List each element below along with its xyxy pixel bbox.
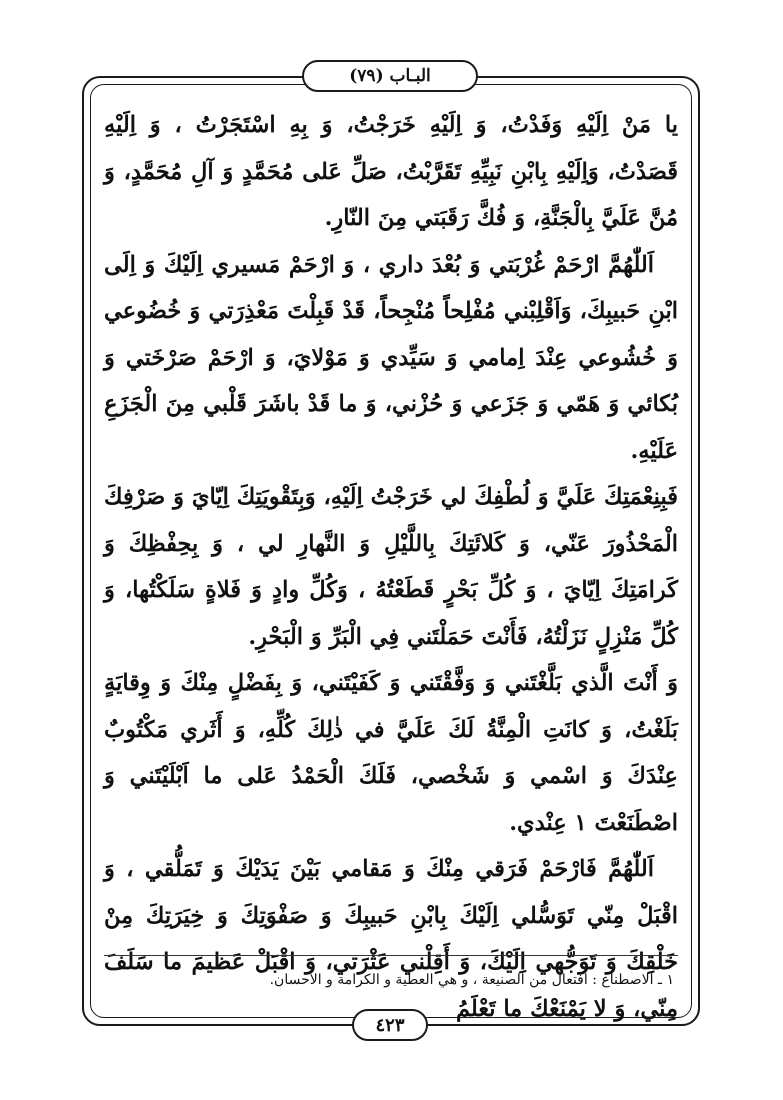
paragraph-4: وَ أَنْتَ الَّذي بَلَّغْتَني وَ وَفَّقْتَني وَ كَفَيْتَني، وَ بِفَضْلٍ مِنْكَ وَ وِقايَةٍ بَلَغْتُ، وَ كانَتِ الْمِنَّةُ لَكَ عَلَيَّ في ذٰلِكَ كُلِّهِ، وَ أَثَري مَكْتُوبٌ عِنْدَكَ وَ اسْمي وَ شَخْصي، فَلَكَ الْحَمْدُ عَلى ما اَبْلَيْتَني وَ اصْطَنَعْتَ ١ عِنْدي. xyxy=(104,670,678,836)
page-number-badge xyxy=(352,1009,428,1041)
footnote: ١ ـ الاصطناع : افتعال من الصنيعة ، و هي العطية و الكرامة و الاحسان. xyxy=(269,972,674,988)
prayer-text xyxy=(104,102,678,1032)
paragraph-2: اَللّٰهُمَّ ارْحَمْ غُرْبَتي وَ بُعْدَ داري ، وَ ارْحَمْ مَسيري اِلَيْكَ وَ اِلَى ابْنِ حَبيبِكَ، وَاَقْلِبْني مُفْلِحاً مُنْجِحاً، قَدْ قَبِلْتَ مَعْذِرَتي وَ خُضُوعي وَ خُشُوعي عِنْدَ اِمامي وَ سَيِّدي وَ مَوْلايَ، وَ ارْحَمْ صَرْخَتي وَ بُكائي وَ هَمّي وَ جَزَعي وَ حُزْني، وَ ما قَدْ باشَرَ قَلْبي مِنَ الْجَزَعِ عَلَيْهِ. xyxy=(104,251,678,464)
paragraph-1: يا مَنْ اِلَيْهِ وَفَدْتُ، وَ اِلَيْهِ خَرَجْتُ، وَ بِهِ اسْتَجَرْتُ ، وَ اِلَيْهِ قَصَدْتُ، وَاِلَيْهِ بِابْنِ نَبِيِّهِ تَقَرَّبْتُ، صَلِّ عَلى مُحَمَّدٍ وَ آلِ مُحَمَّدٍ، وَ مُنَّ عَلَيَّ بِالْجَنَّةِ، وَ فُكَّ رَقَبَتي مِنَ النّارِ. xyxy=(104,112,678,231)
paragraph-5: اَللّٰهُمَّ فَارْحَمْ فَرَقي مِنْكَ وَ مَقامي بَيْنَ يَدَيْكَ وَ تَمَلُّقي ، وَ اقْبَلْ مِنّي تَوَسُّلي اِلَيْكَ بِابْنِ حَبيبِكَ وَ صَفْوَتِكَ وَ خِيَرَتِكَ مِنْ خَلْقِكَ وَ تَوَجُّهي اِلَيْكَ، وَ أَقِلْني عَثْرَتي، وَ اقْبَلْ عَظيمَ ما سَلَفَ مِنّي، وَ لا يَمْنَعْكَ ما تَعْلَمُ xyxy=(104,856,678,1022)
paragraph-3: فَبِنِعْمَتِكَ عَلَيَّ وَ لُطْفِكَ لي خَرَجْتُ اِلَيْهِ، وَبِتَقْويَتِكَ اِيّايَ وَ صَرْفِكَ الْمَحْذُورَ عَنّي، وَ كَلائَتِكَ بِاللَّيْلِ وَ النَّهارِ لي ، وَ بِحِفْظِكَ وَ كَرامَتِكَ اِيّايَ ، وَ كُلِّ بَحْرٍ قَطَعْتُهُ ، وَكُلِّ وادٍ وَ فَلاةٍ سَلَكْتُها، وَ كُلِّ مَنْزِلٍ نَزَلْتُهُ، فَأَنْتَ حَمَلْتَني فِي الْبَرِّ وَ الْبَحْرِ. xyxy=(104,484,678,650)
footnote-separator xyxy=(104,955,678,956)
chapter-header xyxy=(302,60,478,92)
page-number: ٤٢٣ xyxy=(375,1014,405,1036)
chapter-title: البـاب (٧٩) xyxy=(349,66,431,86)
